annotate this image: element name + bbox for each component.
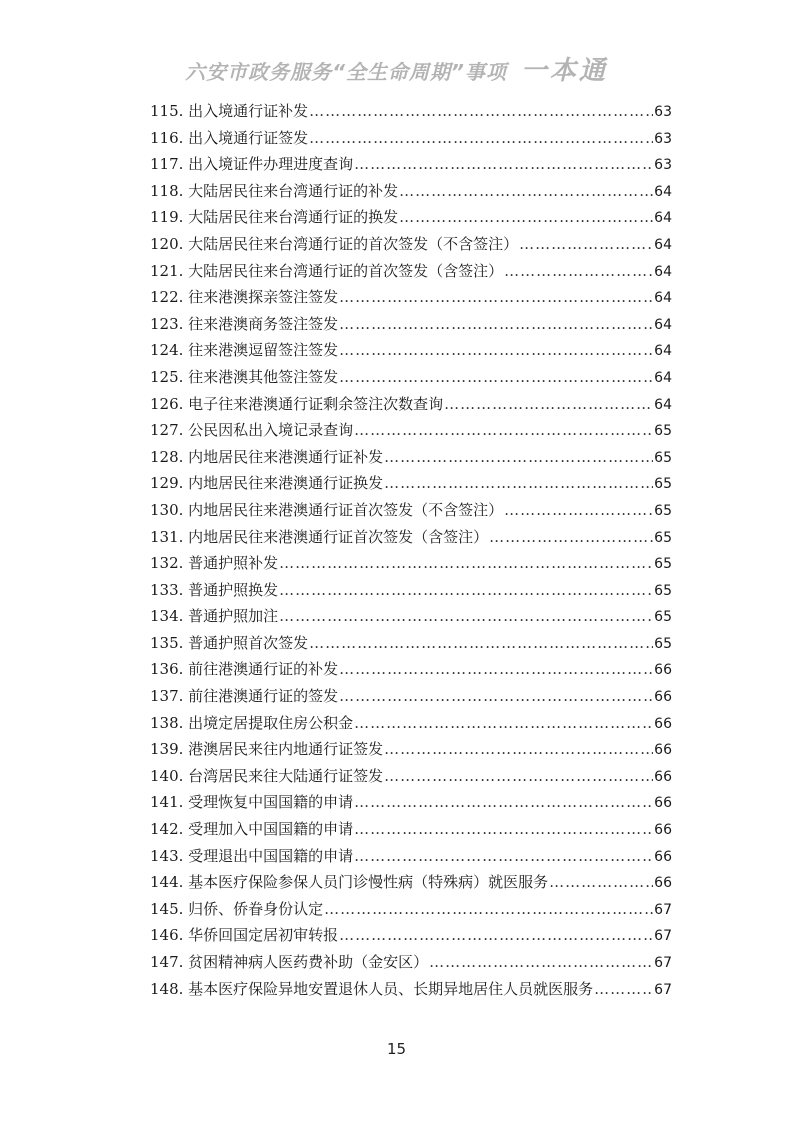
toc-entry-label: 126. 电子往来港澳通行证剩余签注次数查询 <box>150 394 444 413</box>
toc-entry-label: 127. 公民因私出入境记录查询 <box>150 421 354 440</box>
toc-entry[interactable] <box>150 949 672 976</box>
toc-entry-page: 67 <box>654 955 672 971</box>
dot-leader <box>309 630 653 657</box>
dot-leader <box>399 204 653 231</box>
toc-entry-label: 117. 出入境证件办理进度查询 <box>150 155 354 174</box>
toc-entry-label: 147. 贫困精神病人医药费补助（金安区） <box>150 953 429 971</box>
dot-leader <box>519 231 653 258</box>
toc-entry-page: 67 <box>654 928 672 945</box>
toc-entry-label: 124. 往来港澳逗留签注签发 <box>150 341 339 360</box>
toc-entry-page: 65 <box>654 635 672 652</box>
toc-entry-page: 63 <box>654 130 672 147</box>
toc-entry-label: 118. 大陆居民往来台湾通行证的补发 <box>150 181 399 200</box>
toc-entry-page: 64 <box>654 290 672 307</box>
dot-leader <box>354 789 653 816</box>
running-header <box>0 50 793 87</box>
toc-entry-label: 139. 港澳居民来往内地通行证签发 <box>150 740 384 759</box>
toc-entry-label: 138. 出境定居提取住房公积金 <box>150 713 354 732</box>
dot-leader <box>279 577 653 604</box>
toc-entry-label: 148. 基本医疗保险异地安置退休人员、长期异地居住人员就医服务 <box>150 979 594 998</box>
toc-entry[interactable] <box>150 577 672 604</box>
toc-entry-label: 146. 华侨回国定居初审转报 <box>150 926 339 945</box>
dot-leader <box>549 869 653 896</box>
dot-leader <box>339 656 653 683</box>
toc-entry[interactable] <box>150 311 672 338</box>
toc-entry-label: 123. 往来港澳商务签注签发 <box>150 314 339 333</box>
toc-entry-page: 64 <box>654 343 672 360</box>
toc-entry-page: 65 <box>654 449 672 466</box>
dot-leader <box>489 524 653 551</box>
toc-entry-label: 131. 内地居民往来港澳通行证首次签发（含签注） <box>150 527 489 546</box>
toc-entry-page: 64 <box>654 316 672 333</box>
toc-entry[interactable] <box>150 816 672 843</box>
toc-entry-label: 132. 普通护照补发 <box>150 554 279 573</box>
dot-leader <box>354 151 653 178</box>
toc-entry-page: 65 <box>654 476 672 493</box>
toc-entry[interactable] <box>150 869 672 896</box>
toc-entry[interactable] <box>150 896 672 923</box>
toc-entry[interactable] <box>150 204 672 231</box>
toc-entry-label: 142. 受理加入中国国籍的申请 <box>150 820 354 839</box>
dot-leader <box>339 311 653 338</box>
dot-leader <box>339 337 653 364</box>
toc-entry-label: 144. 基本医疗保险参保人员门诊慢性病（特殊病）就医服务 <box>150 873 549 892</box>
toc-entry-label: 145. 归侨、侨眷身份认定 <box>150 899 324 918</box>
dot-leader <box>384 763 653 790</box>
toc-entry-page: 66 <box>654 875 672 892</box>
dot-leader <box>384 470 653 497</box>
toc-entry-page: 66 <box>654 689 672 706</box>
header-title-emphasis: 一本通 <box>520 56 608 86</box>
dot-leader <box>354 843 653 870</box>
toc-entry[interactable] <box>150 231 672 258</box>
toc-entry-page: 63 <box>654 157 672 174</box>
toc-entry-page: 64 <box>654 236 672 253</box>
toc-entry[interactable] <box>150 417 672 444</box>
toc-entry[interactable] <box>150 656 672 683</box>
toc-entry-label: 122. 往来港澳探亲签注签发 <box>150 288 339 307</box>
toc-entry-page: 67 <box>654 981 672 998</box>
toc-entry[interactable] <box>150 391 672 418</box>
toc-entry[interactable] <box>150 710 672 737</box>
toc-entry-page: 66 <box>654 848 672 865</box>
toc-entry[interactable] <box>150 843 672 870</box>
dot-leader <box>309 125 653 152</box>
toc-entry-page: 65 <box>654 529 672 546</box>
toc-entry[interactable] <box>150 603 672 630</box>
toc-entry-label: 143. 受理退出中国国籍的申请 <box>150 846 354 865</box>
dot-leader <box>429 949 653 976</box>
toc-entry[interactable] <box>150 364 672 391</box>
dot-leader <box>309 98 653 125</box>
toc-entry-page: 66 <box>654 768 672 785</box>
toc-entry[interactable] <box>150 922 672 949</box>
toc-entry-label: 116. 出入境通行证签发 <box>150 128 309 147</box>
toc-entry[interactable] <box>150 125 672 152</box>
toc-entry-label: 120. 大陆居民往来台湾通行证的首次签发（不含签注） <box>150 234 519 253</box>
toc-entry-label: 115. 出入境通行证补发 <box>150 102 309 120</box>
toc-entry[interactable] <box>150 550 672 577</box>
toc-entry-page: 66 <box>654 662 672 679</box>
toc-entry-page: 64 <box>654 396 672 413</box>
toc-entry-page: 65 <box>654 609 672 626</box>
toc-entry-page: 65 <box>654 423 672 440</box>
toc-entry-label: 125. 往来港澳其他签注签发 <box>150 367 339 386</box>
toc-entry-label: 130. 内地居民往来港澳通行证首次签发（不含签注） <box>150 500 504 519</box>
dot-leader <box>399 178 653 205</box>
toc-entry[interactable] <box>150 630 672 657</box>
toc-entry-page: 65 <box>654 556 672 573</box>
toc-entry[interactable] <box>150 98 672 125</box>
dot-leader <box>594 976 653 1003</box>
toc-entry-page: 63 <box>654 104 672 120</box>
toc-entry-label: 134. 普通护照加注 <box>150 607 279 626</box>
toc-entry-label: 119. 大陆居民往来台湾通行证的换发 <box>150 208 399 227</box>
dot-leader <box>339 683 653 710</box>
dot-leader <box>354 816 653 843</box>
dot-leader <box>444 391 653 418</box>
dot-leader <box>384 444 653 471</box>
toc-entry[interactable] <box>150 470 672 497</box>
dot-leader <box>504 497 653 524</box>
toc-entry-label: 133. 普通护照换发 <box>150 580 279 599</box>
dot-leader <box>324 896 653 923</box>
toc-entry-page: 66 <box>654 822 672 839</box>
toc-entry-label: 137. 前往港澳通行证的签发 <box>150 687 339 706</box>
dot-leader <box>339 284 653 311</box>
toc-entry-page: 66 <box>654 742 672 759</box>
toc-entry[interactable] <box>150 444 672 471</box>
toc-entry[interactable] <box>150 763 672 790</box>
toc-entry-page: 66 <box>654 795 672 812</box>
toc-entry[interactable] <box>150 789 672 816</box>
toc-entry[interactable] <box>150 178 672 205</box>
toc-entry-page: 65 <box>654 582 672 599</box>
toc-entry-page: 66 <box>654 715 672 732</box>
table-of-contents <box>150 98 672 1002</box>
dot-leader <box>354 710 653 737</box>
dot-leader <box>279 603 653 630</box>
toc-entry[interactable] <box>150 497 672 524</box>
toc-entry-label: 128. 内地居民往来港澳通行证补发 <box>150 447 384 466</box>
dot-leader <box>339 922 653 949</box>
dot-leader <box>279 550 653 577</box>
toc-entry-page: 67 <box>654 901 672 918</box>
dot-leader <box>354 417 653 444</box>
toc-entry-label: 141. 受理恢复中国国籍的申请 <box>150 793 354 812</box>
page-number: 15 <box>386 1040 407 1058</box>
dot-leader <box>384 736 653 763</box>
toc-entry-label: 121. 大陆居民往来台湾通行证的首次签发（含签注） <box>150 261 504 280</box>
toc-entry[interactable] <box>150 151 672 178</box>
toc-entry-page: 64 <box>654 183 672 200</box>
toc-entry-label: 135. 普通护照首次签发 <box>150 633 309 652</box>
toc-entry-page: 64 <box>654 210 672 227</box>
toc-entry[interactable] <box>150 258 672 285</box>
toc-entry[interactable] <box>150 976 672 1003</box>
toc-entry[interactable] <box>150 284 672 311</box>
toc-entry-page: 65 <box>654 502 672 519</box>
toc-entry[interactable] <box>150 337 672 364</box>
dot-leader <box>339 364 653 391</box>
header-title: 六安市政务服务“全生命周期”事项 <box>185 60 507 84</box>
toc-entry[interactable] <box>150 683 672 710</box>
toc-entry[interactable] <box>150 736 672 763</box>
toc-entry-page: 64 <box>654 263 672 280</box>
dot-leader <box>504 258 653 285</box>
toc-entry-label: 136. 前往港澳通行证的补发 <box>150 660 339 679</box>
toc-entry-label: 140. 台湾居民来往大陆通行证签发 <box>150 766 384 785</box>
toc-entry-page: 64 <box>654 369 672 386</box>
toc-entry-label: 129. 内地居民往来港澳通行证换发 <box>150 474 384 493</box>
toc-entry[interactable] <box>150 524 672 551</box>
